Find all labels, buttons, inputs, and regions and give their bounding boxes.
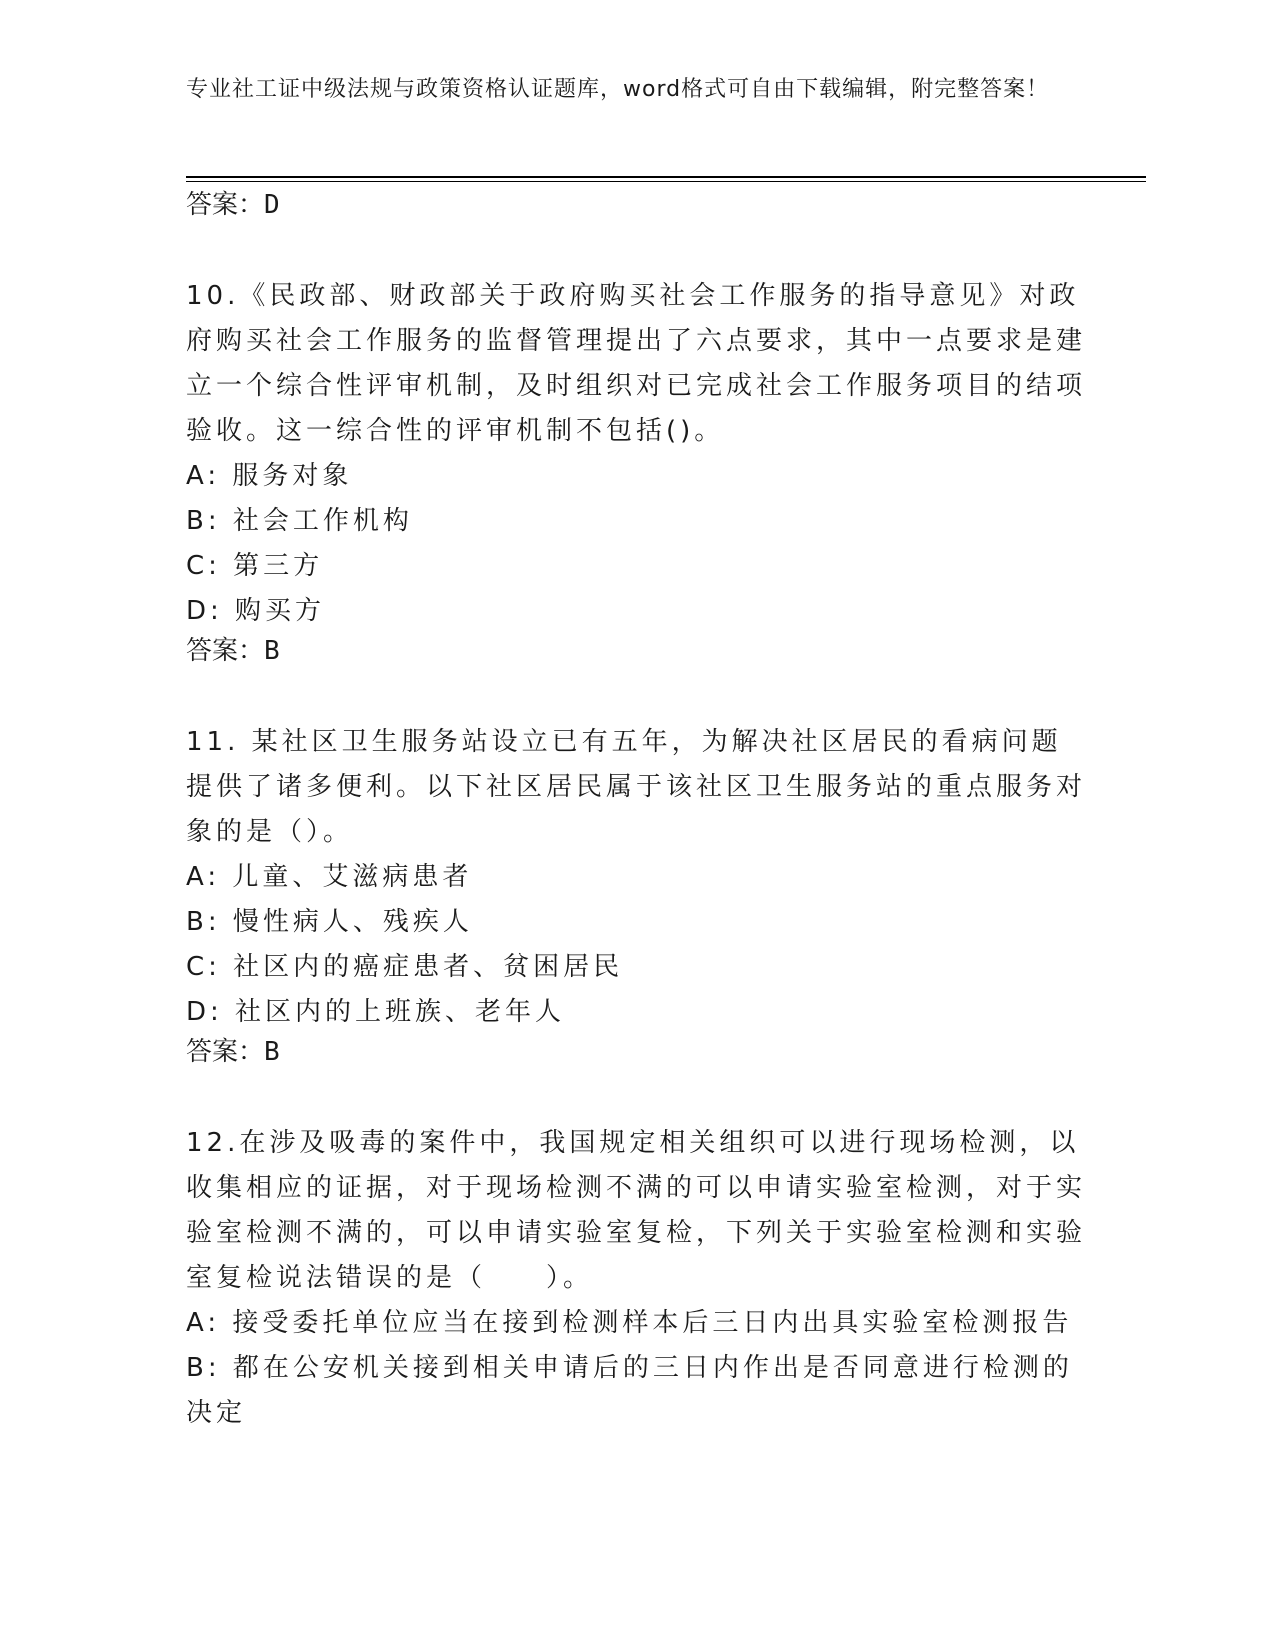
document-header-text: 专业社工证中级法规与政策资格认证题库，word格式可自由下载编辑，附完整答案！ [186, 77, 1050, 102]
option-c: C: 社区内的癌症患者、贫困居民 [186, 952, 624, 982]
document-body [186, 188, 1086, 1436]
answer-label: 答案： [186, 1037, 265, 1067]
option-d: D: 购买方 [186, 596, 326, 626]
question-12 [186, 1121, 1086, 1436]
question-11 [186, 720, 1086, 1069]
answer-line [186, 1035, 1086, 1069]
question-stem: 11. 某社区卫生服务站设立已有五年，为解决社区居民的看病问题提供了诸多便利。以下社区居民属于该社区卫生服务站的重点服务对象的是（）。 [186, 727, 1087, 847]
option-a: A: 服务对象 [186, 461, 353, 491]
option-c: C: 第三方 [186, 551, 324, 581]
answer-label: 答案： [186, 636, 265, 666]
option-b: B: 都在公安机关接到相关申请后的三日内作出是否同意进行检测的决定 [186, 1353, 1073, 1428]
header-rule-thick [186, 176, 1146, 178]
question-stem: 10.《民政部、财政部关于政府购买社会工作服务的指导意见》对政府购买社会工作服务的监督管理提出了六点要求，其中一点要求是建立一个综合性评审机制，及时组织对已完成社会工作服务项目的结项验收。这一综合性的评审机制不包括()。 [186, 281, 1087, 446]
header-rule-thin [186, 181, 1146, 182]
answer-line [186, 634, 1086, 668]
answer-value: B [264, 1037, 280, 1067]
option-a: A: 接受委托单位应当在接到检测样本后三日内出具实验室检测报告 [186, 1308, 1073, 1338]
option-a: A: 儿童、艾滋病患者 [186, 862, 473, 892]
answer-label: 答案： [186, 190, 265, 220]
answer-line [186, 188, 1086, 222]
answer-value: D [264, 190, 280, 220]
question-10 [186, 274, 1086, 668]
option-b: B: 社会工作机构 [186, 506, 413, 536]
option-d: D: 社区内的上班族、老年人 [186, 997, 566, 1027]
answer-value: B [264, 636, 280, 666]
question-stem: 12.在涉及吸毒的案件中，我国规定相关组织可以进行现场检测，以收集相应的证据，对于现场检测不满的可以申请实验室检测，对于实验室检测不满的，可以申请实验室复检，下列关于实验室检测和实验室复检说法错误的是（ ）。 [186, 1128, 1087, 1293]
option-b: B: 慢性病人、残疾人 [186, 907, 473, 937]
